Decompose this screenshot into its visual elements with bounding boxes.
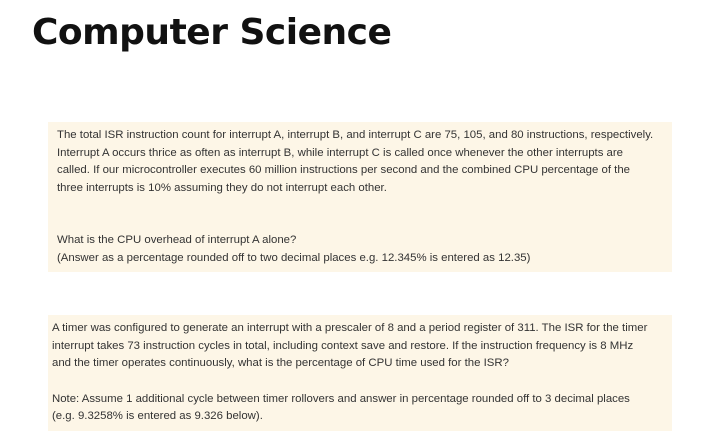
spacer <box>52 373 666 391</box>
question-2-text-line: interrupt takes 73 instruction cycles in total, including context save and restore. If the instruction frequency is 8 MHz <box>52 339 634 352</box>
question-1-answer-hint: (Answer as a percentage rounded off to two decimal places e.g. 12.345% is entered as 12.35) <box>57 251 531 264</box>
question-1-text-line: three interrupts is 10% assuming they do not interrupt each other. <box>57 181 387 194</box>
question-2-note-line: Note: Assume 1 additional cycle between timer rollovers and answer in percentage rounded off to 3 decimal places <box>52 392 630 405</box>
question-1-text-line: The total ISR instruction count for interrupt A, interrupt B, and interrupt C are 75, 105, and 80 instructions, respectively. <box>57 129 654 141</box>
question-1-text-line: called. If our microcontroller executes 60 million instructions per second and the combined CPU percentage of the <box>57 164 630 176</box>
page-title: Computer Science <box>32 12 392 53</box>
question-1-text-line: Interrupt A occurs thrice as often as interrupt B, while interrupt C is called once whenever the other interrupts are <box>57 146 624 159</box>
question-2-text-line: and the timer operates continuously, what is the percentage of CPU time used for the ISR? <box>52 357 509 369</box>
question-2-note-line: (e.g. 9.3258% is entered as 9.326 below). <box>52 410 263 422</box>
question-1-box <box>48 122 672 272</box>
question-2-box <box>48 315 672 431</box>
question-1-prompt: What is the CPU overhead of interrupt A alone? <box>57 234 297 246</box>
question-2-text-line: A timer was configured to generate an interrupt with a prescaler of 8 and a period register of 311. The ISR for the timer <box>52 322 648 334</box>
spacer <box>57 197 666 232</box>
